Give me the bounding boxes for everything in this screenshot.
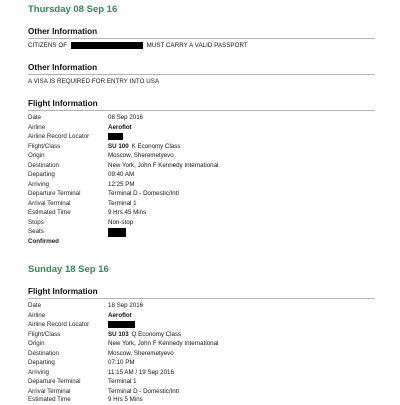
- value-date: 18 Sep 2016: [108, 302, 144, 309]
- label-date: Date: [28, 114, 42, 121]
- day-heading-outbound: Thursday 08 Sep 16: [28, 4, 118, 15]
- row-departing: [28, 359, 375, 368]
- row-confirmed: [28, 238, 375, 247]
- value-stops: Non-stop: [108, 218, 134, 226]
- visa-notice: A VISA IS REQUIRED FOR ENTRY INTO USA: [28, 78, 160, 85]
- value-arrival-terminal: Terminal D - Domestic/Intl: [108, 387, 179, 395]
- label-departing: Departing: [28, 359, 55, 366]
- label-departure-terminal: Departure Terminal: [28, 378, 81, 385]
- row-arriving: [28, 369, 375, 378]
- section-divider: [28, 74, 375, 75]
- value-estimated-time: 9 Hrs 45 Mins: [108, 209, 147, 216]
- row-airline: [28, 312, 375, 321]
- value-origin: Moscow, Sheremetyevo: [108, 152, 174, 159]
- row-record-locator: [28, 321, 375, 330]
- value-record-locator: [108, 133, 123, 140]
- label-arrival-terminal: Arrival Terminal: [28, 199, 71, 207]
- value-date: 08 Sep 2016: [108, 114, 144, 121]
- value-flight-class: [108, 331, 181, 338]
- label-departure-terminal: Departure Terminal: [28, 190, 81, 197]
- row-departure-terminal: [28, 190, 375, 199]
- label-date: Date: [28, 302, 42, 309]
- redacted-record-locator: [108, 133, 123, 140]
- value-arriving: 11:15 AM / 19 Sep 2016: [108, 368, 174, 376]
- label-estimated-time: Estimated Time: [28, 396, 71, 403]
- row-origin: [28, 340, 375, 349]
- label-arrival-terminal: Arrival Terminal: [28, 387, 71, 395]
- row-flight-class: [28, 331, 375, 340]
- row-estimated-time: [28, 396, 375, 405]
- passport-notice-suffix: MUST CARRY A VALID PASSPORT: [146, 42, 248, 50]
- redacted-record-locator: [108, 321, 135, 328]
- value-seats: [108, 228, 126, 237]
- label-destination: Destination: [28, 349, 59, 357]
- value-departure-terminal: Terminal 1: [108, 378, 137, 385]
- label-estimated-time: Estimated Time: [28, 209, 71, 216]
- row-airline: [28, 124, 375, 133]
- passport-notice: [28, 42, 248, 49]
- row-departure-terminal: [28, 378, 375, 387]
- value-estimated-time: 9 Hrs 5 Mins: [108, 396, 143, 403]
- label-confirmed: Confirmed: [28, 237, 59, 245]
- label-record-locator: Airline Record Locator: [28, 321, 90, 328]
- label-flight-class: Flight/Class: [28, 142, 61, 150]
- value-departing: 09:40 AM: [108, 171, 135, 178]
- redacted-nationality: [71, 42, 143, 49]
- label-record-locator: Airline Record Locator: [28, 133, 90, 140]
- fare-class: K Economy Class: [131, 142, 181, 150]
- row-record-locator: [28, 133, 375, 142]
- row-destination: [28, 350, 375, 359]
- flight-info-title-return: Flight Information: [28, 287, 98, 296]
- label-origin: Origin: [28, 152, 45, 159]
- flight-number: SU 100: [108, 142, 129, 150]
- row-arrival-terminal: [28, 200, 375, 209]
- label-airline: Airline: [28, 123, 46, 131]
- flight-info-title-outbound: Flight Information: [28, 99, 98, 108]
- other-info-title-passport: Other Information: [28, 27, 98, 36]
- value-arrival-terminal: Terminal 1: [108, 199, 137, 207]
- row-estimated-time: [28, 209, 375, 218]
- value-destination: New York, John F Kennedy International: [108, 161, 219, 169]
- value-record-locator: [108, 321, 135, 328]
- row-stops: [28, 219, 375, 228]
- value-flight-class: [108, 143, 180, 150]
- day-heading-return: Sunday 18 Sep 16: [28, 264, 109, 275]
- label-airline: Airline: [28, 311, 46, 319]
- label-origin: Origin: [28, 340, 45, 347]
- other-info-title-visa: Other Information: [28, 63, 98, 72]
- row-date: [28, 302, 375, 311]
- label-destination: Destination: [28, 161, 59, 169]
- row-arriving: [28, 181, 375, 190]
- row-seats: [28, 228, 375, 237]
- redacted-seats: [108, 228, 126, 237]
- value-destination: Moscow, Sheremetyevo: [108, 349, 174, 357]
- row-departing: [28, 171, 375, 180]
- row-destination: [28, 162, 375, 171]
- label-seats: Seats: [28, 228, 44, 235]
- row-flight-class: [28, 143, 375, 152]
- value-origin: New York, John F Kennedy International: [108, 340, 219, 347]
- row-date: [28, 114, 375, 123]
- value-departing: 07:10 PM: [108, 359, 135, 366]
- value-arriving: 12:25 PM: [108, 180, 135, 188]
- value-airline: Aeroflot: [108, 123, 132, 131]
- flight-number: SU 103: [108, 330, 129, 338]
- fare-class: Q Economy Class: [131, 330, 182, 338]
- label-departing: Departing: [28, 171, 55, 178]
- label-stops: Stops: [28, 218, 44, 226]
- section-divider: [28, 110, 375, 111]
- value-departure-terminal: Terminal D - Domestic/Intl: [108, 190, 179, 197]
- label-flight-class: Flight/Class: [28, 330, 61, 338]
- passport-notice-prefix: CITIZENS OF: [28, 42, 68, 50]
- label-arriving: Arriving: [28, 368, 49, 376]
- value-airline: Aeroflot: [108, 311, 132, 319]
- row-origin: [28, 152, 375, 161]
- section-divider: [28, 298, 375, 299]
- label-arriving: Arriving: [28, 180, 49, 188]
- section-divider: [28, 38, 375, 39]
